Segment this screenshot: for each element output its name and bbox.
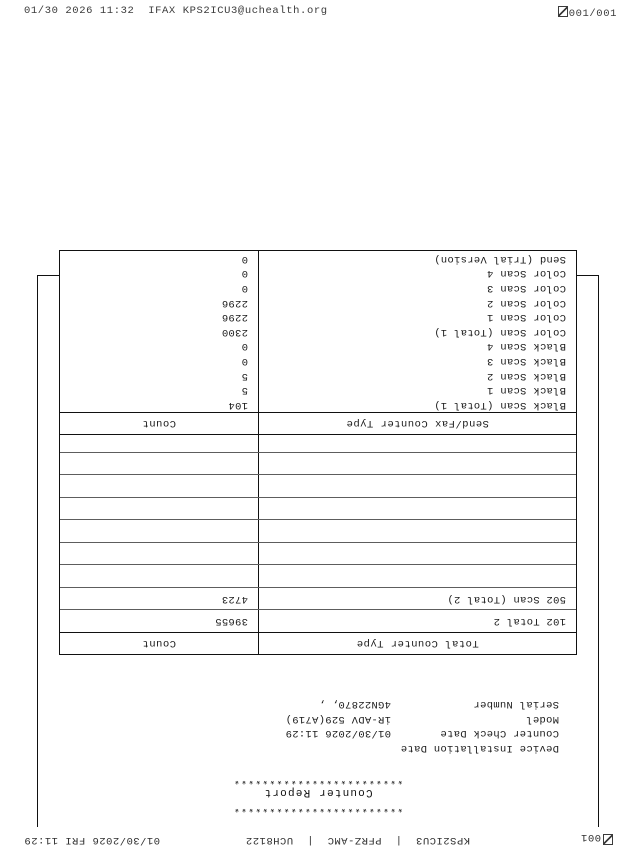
counter-type-cell: Black Scan 3	[258, 354, 576, 369]
counter-count-cell	[60, 566, 258, 588]
title-stars-top: ************************	[232, 801, 404, 812]
counter-type-cell: Send (Trial Version)	[258, 251, 576, 266]
counter-count-cell	[60, 476, 258, 498]
table-row	[60, 383, 576, 398]
counter-count-cell: 0	[241, 267, 248, 280]
counter-type-cell: 102 Total 2	[258, 611, 576, 633]
counter-count-cell	[60, 498, 258, 520]
fax-transmission-line: 01/30 2026 11:32 IFAX KPS2ICU3@uchealth.org	[24, 5, 328, 17]
device-info-label: Counter Check Date	[440, 727, 559, 740]
counter-type-cell	[258, 498, 576, 520]
counter-type-cell: Color Scan 3	[258, 281, 576, 296]
sender-banner-identity	[245, 834, 470, 846]
counter-count-cell: 2300	[221, 325, 248, 338]
counter-type-cell: Black Scan 2	[258, 368, 576, 383]
page-title: Counter Report	[263, 786, 373, 798]
table-row	[60, 475, 576, 498]
table-row	[60, 324, 576, 339]
counter-type-cell: Color Scan 1	[258, 310, 576, 325]
sender-device-id: UCH8122	[245, 834, 294, 846]
sender-banner	[0, 828, 635, 846]
counter-count-cell: 2296	[221, 311, 248, 324]
counter-type-cell	[258, 543, 576, 565]
table-row	[60, 397, 576, 412]
sender-timestamp: 01/30/2026 FRI 11:29	[24, 834, 161, 846]
counter-count-cell: 4723	[221, 592, 248, 605]
table-row	[60, 452, 576, 475]
device-info-label: Serial Number	[473, 698, 559, 711]
device-info-value: 01/30/2026 11:29	[285, 727, 391, 740]
counter-type-cell: Color Scan (Total 1)	[258, 324, 576, 339]
document-body	[37, 252, 599, 827]
device-info-label: Device Installation Date	[400, 742, 559, 754]
device-info-label: Model	[525, 713, 559, 725]
counter-type-cell: Black Scan (Total 1)	[258, 397, 576, 412]
sender-mailbox: KPS2ICU3	[415, 834, 470, 846]
table-row	[60, 354, 576, 369]
sender-site: PFRZ-AMC	[327, 834, 382, 846]
counter-type-cell: Black Scan 4	[258, 339, 576, 354]
counter-count-cell: 0	[241, 340, 248, 353]
table-row	[60, 368, 576, 383]
table-row	[60, 251, 576, 266]
counter-type-cell	[258, 476, 576, 498]
table-row	[60, 295, 576, 310]
device-info-row	[79, 741, 559, 756]
device-info-row	[79, 712, 559, 727]
sender-separator-1: |	[395, 834, 402, 846]
table-row	[60, 587, 576, 610]
sender-banner-page	[581, 831, 613, 846]
table-row	[60, 310, 576, 325]
counter-count-cell: 104	[228, 398, 248, 411]
counter-type-cell	[258, 453, 576, 475]
counter-count-cell: 39655	[214, 615, 248, 628]
report-title-block	[37, 771, 599, 813]
column-header-count: Count	[142, 417, 177, 430]
device-info-block	[79, 697, 559, 755]
column-header-total-counter-type: Total Counter Type	[258, 633, 576, 654]
total-counter-table	[59, 429, 577, 656]
column-header-count: Count	[142, 637, 177, 650]
counter-count-cell: 2296	[221, 296, 248, 309]
device-info-value: iR-ADV 529(A719)	[285, 713, 391, 725]
table-row	[60, 520, 576, 543]
send-fax-table-header	[60, 412, 576, 434]
send-fax-counter-table	[59, 250, 577, 435]
table-row	[60, 497, 576, 520]
counter-type-cell	[258, 566, 576, 588]
counter-count-cell	[60, 521, 258, 543]
counter-type-cell: Color Scan 2	[258, 295, 576, 310]
counter-type-cell: Black Scan 1	[258, 383, 576, 398]
counter-count-cell: 5	[241, 384, 248, 397]
fax-page-count-text: 001/001	[568, 8, 617, 20]
device-info-value: 4GN22870, ,	[318, 698, 391, 711]
table-row	[60, 610, 576, 633]
counter-type-cell: 502 Scan (Total 2)	[258, 588, 576, 610]
sender-banner-page-text: 001	[580, 831, 601, 843]
fax-page-icon	[603, 834, 613, 845]
table-row	[60, 542, 576, 565]
table-row	[60, 565, 576, 588]
counter-count-cell: 5	[241, 369, 248, 382]
counter-count-cell: 0	[241, 354, 248, 367]
counter-count-cell	[60, 453, 258, 475]
device-info-row	[79, 726, 559, 741]
counter-type-cell	[258, 521, 576, 543]
table-row	[60, 339, 576, 354]
sender-separator-2: |	[306, 834, 314, 846]
title-stars-bottom: ************************	[232, 773, 404, 784]
table-row	[60, 281, 576, 296]
total-counter-table-header	[60, 632, 576, 654]
counter-count-cell	[60, 543, 258, 565]
counter-count-cell: 0	[241, 252, 248, 265]
counter-count-cell: 0	[241, 281, 248, 294]
device-info-row	[79, 697, 559, 712]
table-row	[60, 266, 576, 281]
column-header-send-fax-counter-type: Send/Fax Counter Type	[258, 413, 576, 434]
counter-type-cell: Color Scan 4	[258, 266, 576, 281]
